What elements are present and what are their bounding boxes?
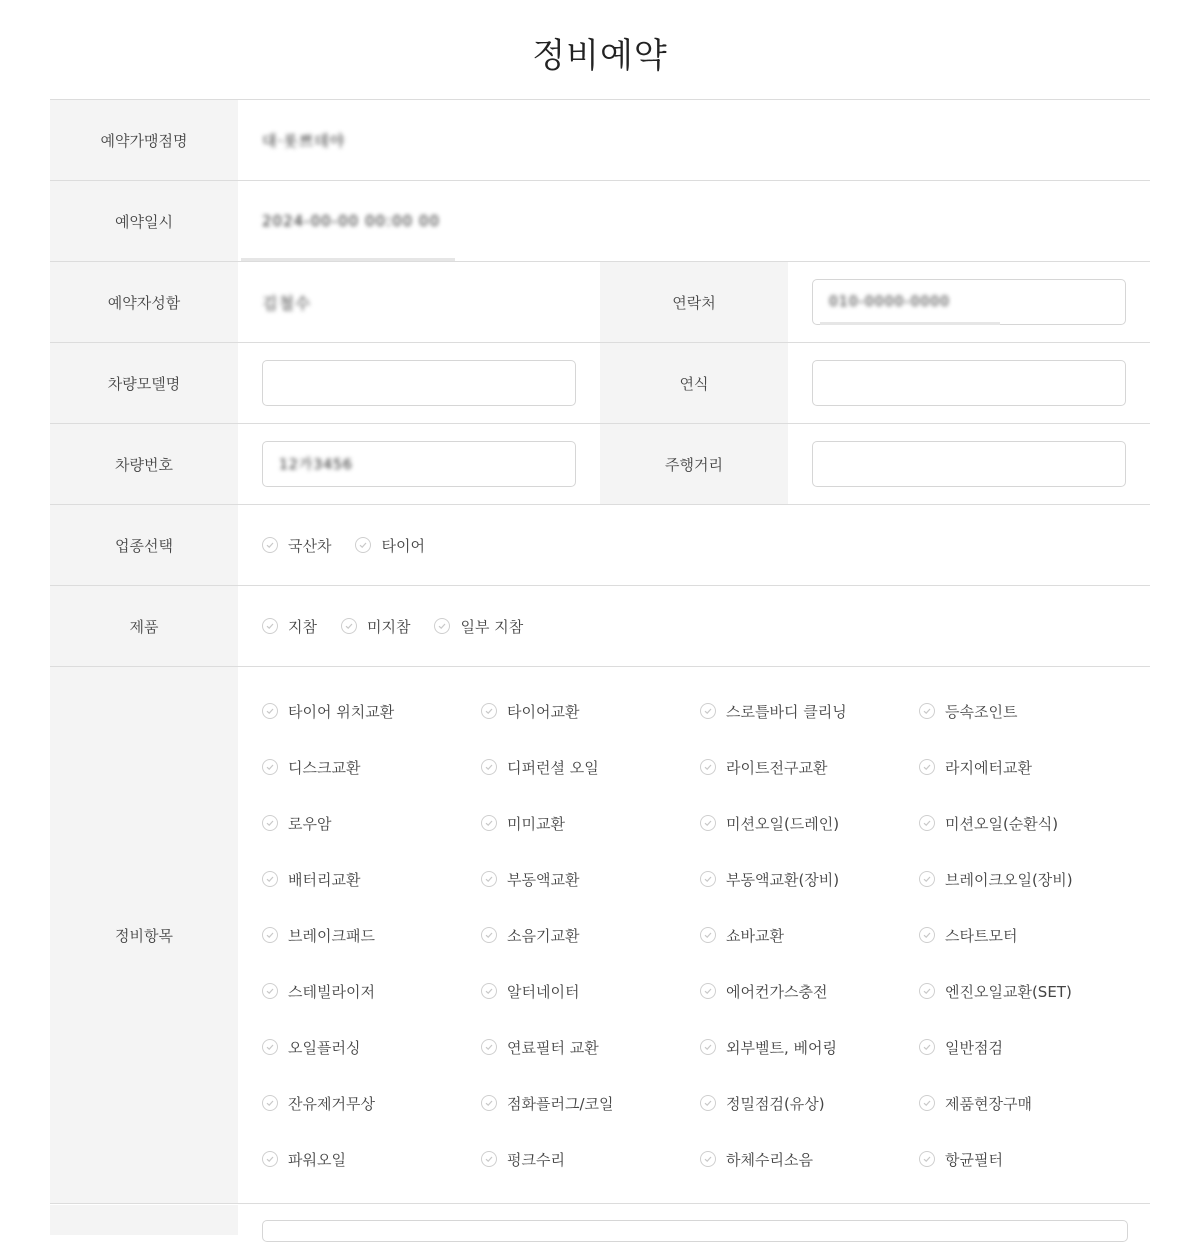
check-circle-icon[interactable]	[700, 871, 716, 887]
service-option-label: 브레이크오일(장비)	[945, 870, 1073, 889]
service-option[interactable]	[700, 1131, 919, 1187]
service-option-label: 엔진오일교환(SET)	[945, 982, 1072, 1001]
model-label: 차량모델명	[50, 343, 238, 423]
mileage-label: 주행거리	[600, 424, 788, 504]
service-option-label: 디스크교환	[288, 758, 361, 777]
service-option-label: 점화플러그/코일	[507, 1094, 614, 1113]
row-business-type	[50, 505, 1150, 586]
check-circle-icon[interactable]	[919, 871, 935, 887]
product-option-label: 미지참	[366, 617, 411, 636]
service-option-label: 디퍼런셜 오일	[507, 758, 599, 777]
check-circle-icon[interactable]	[341, 618, 357, 634]
service-option[interactable]	[700, 683, 919, 739]
check-circle-icon[interactable]	[919, 759, 935, 775]
contact-input[interactable]	[812, 279, 1126, 325]
service-option-label: 하체수리소음	[726, 1150, 813, 1169]
business-type-option-label: 타이어	[381, 536, 425, 555]
service-option-label: 스로틀바디 클리닝	[726, 702, 847, 721]
service-option[interactable]	[919, 907, 1138, 963]
product-options	[238, 586, 1150, 666]
check-circle-icon[interactable]	[700, 759, 716, 775]
service-option-label: 파워오일	[288, 1150, 346, 1169]
reservation-form	[50, 99, 1150, 1204]
service-option[interactable]	[481, 963, 700, 1019]
service-option[interactable]	[262, 963, 481, 1019]
service-option-label: 라지에터교환	[945, 758, 1032, 777]
services-grid	[238, 667, 1150, 1203]
service-option-label: 브레이크패드	[288, 926, 375, 945]
service-option-label: 제품현장구매	[945, 1094, 1032, 1113]
service-option-label: 스타트모터	[945, 926, 1018, 945]
service-option-label: 알터네이터	[507, 982, 580, 1001]
business-type-option[interactable]	[355, 535, 424, 556]
check-circle-icon[interactable]	[262, 703, 278, 719]
service-option[interactable]	[919, 963, 1138, 1019]
check-circle-icon[interactable]	[481, 871, 497, 887]
service-option[interactable]	[700, 851, 919, 907]
check-circle-icon[interactable]	[700, 703, 716, 719]
service-option-label: 정밀점검(유상)	[726, 1094, 825, 1113]
service-option[interactable]	[919, 851, 1138, 907]
service-option[interactable]	[262, 739, 481, 795]
services-label: 정비항목	[50, 667, 238, 1203]
check-circle-icon[interactable]	[481, 983, 497, 999]
service-option-label: 부동액교환(장비)	[726, 870, 840, 889]
service-option[interactable]	[481, 907, 700, 963]
check-circle-icon[interactable]	[919, 1095, 935, 1111]
datetime-underline	[241, 258, 455, 261]
service-option[interactable]	[700, 1075, 919, 1131]
shop-value: 대·롯쁘데야	[262, 131, 346, 150]
model-input[interactable]	[262, 360, 576, 406]
check-circle-icon[interactable]	[262, 759, 278, 775]
service-option[interactable]	[919, 1019, 1138, 1075]
check-circle-icon[interactable]	[262, 927, 278, 943]
check-circle-icon[interactable]	[262, 1151, 278, 1167]
service-option[interactable]	[262, 907, 481, 963]
shop-label: 예약가맹점명	[50, 100, 238, 180]
business-type-options	[238, 505, 1150, 585]
mileage-input[interactable]	[812, 441, 1126, 487]
check-circle-icon[interactable]	[481, 1095, 497, 1111]
next-input[interactable]	[262, 1220, 1128, 1242]
service-option[interactable]	[700, 1019, 919, 1075]
check-circle-icon[interactable]	[700, 1151, 716, 1167]
check-circle-icon[interactable]	[919, 1039, 935, 1055]
service-option[interactable]	[262, 683, 481, 739]
service-option[interactable]	[262, 1075, 481, 1131]
check-circle-icon[interactable]	[700, 983, 716, 999]
check-circle-icon[interactable]	[919, 927, 935, 943]
business-type-option[interactable]	[262, 535, 331, 556]
check-circle-icon[interactable]	[262, 1095, 278, 1111]
datetime-value[interactable]: 2024-00-00 00:00 00	[262, 212, 441, 230]
service-option-label: 잔유제거무상	[288, 1094, 375, 1113]
row-services	[50, 667, 1150, 1204]
service-option[interactable]	[919, 1131, 1138, 1187]
service-option[interactable]	[700, 795, 919, 851]
business-type-option-label: 국산차	[288, 536, 332, 555]
service-option-label: 미미교환	[507, 814, 565, 833]
business-type-label: 업종선택	[50, 505, 238, 585]
service-option[interactable]	[262, 1019, 481, 1075]
service-option-label: 외부벨트, 베어링	[726, 1038, 837, 1057]
check-circle-icon[interactable]	[262, 815, 278, 831]
service-option[interactable]	[481, 739, 700, 795]
service-option-label: 쇼바교환	[726, 926, 784, 945]
year-label: 연식	[600, 343, 788, 423]
plate-label: 차량번호	[50, 424, 238, 504]
check-circle-icon[interactable]	[434, 618, 450, 634]
service-option-label: 스테빌라이저	[288, 982, 375, 1001]
service-option[interactable]	[700, 739, 919, 795]
check-circle-icon[interactable]	[481, 1151, 497, 1167]
row-product	[50, 586, 1150, 667]
service-option[interactable]	[919, 795, 1138, 851]
service-option[interactable]	[481, 795, 700, 851]
next-label	[50, 1205, 238, 1235]
service-option-label: 미션오일(드레인)	[726, 814, 840, 833]
service-option-label: 펑크수리	[507, 1150, 565, 1169]
service-option[interactable]	[919, 683, 1138, 739]
contact-underline	[820, 322, 1000, 325]
check-circle-icon[interactable]	[919, 815, 935, 831]
check-circle-icon[interactable]	[481, 815, 497, 831]
check-circle-icon[interactable]	[919, 983, 935, 999]
row-name-contact	[50, 262, 1150, 343]
service-option-label: 부동액교환	[507, 870, 580, 889]
check-circle-icon[interactable]	[262, 1039, 278, 1055]
plate-value: 12가3456	[279, 457, 353, 473]
service-option-label: 미션오일(순환식)	[945, 814, 1059, 833]
product-label: 제품	[50, 586, 238, 666]
check-circle-icon[interactable]	[262, 618, 278, 634]
row-model-year	[50, 343, 1150, 424]
name-label: 예약자성함	[50, 262, 238, 342]
check-circle-icon[interactable]	[700, 815, 716, 831]
service-option[interactable]	[262, 851, 481, 907]
service-option-label: 항균필터	[945, 1150, 1003, 1169]
service-option-label: 일반점검	[945, 1038, 1003, 1057]
product-option[interactable]	[434, 616, 523, 637]
check-circle-icon[interactable]	[919, 1151, 935, 1167]
service-option[interactable]	[919, 739, 1138, 795]
service-option-label: 등속조인트	[945, 702, 1018, 721]
service-option-label: 연료필터 교환	[507, 1038, 599, 1057]
service-option-label: 오일플러싱	[288, 1038, 361, 1057]
product-option-label: 지참	[288, 617, 317, 636]
service-option[interactable]	[700, 963, 919, 1019]
service-option-label: 타이어 위치교환	[288, 702, 395, 721]
contact-label: 연락처	[600, 262, 788, 342]
service-option-label: 소음기교환	[507, 926, 580, 945]
service-option-label: 로우암	[288, 814, 332, 833]
contact-value: 010-0000-0000	[829, 294, 951, 310]
service-option[interactable]	[481, 683, 700, 739]
datetime-label: 예약일시	[50, 181, 238, 261]
service-option-label: 라이트전구교환	[726, 758, 828, 777]
service-option-label: 배터리교환	[288, 870, 361, 889]
page-title: 정비예약	[532, 36, 668, 76]
row-datetime	[50, 181, 1150, 262]
name-value: 김철수	[262, 293, 312, 313]
service-option[interactable]	[481, 1131, 700, 1187]
plate-input[interactable]	[262, 441, 576, 487]
year-input[interactable]	[812, 360, 1126, 406]
check-circle-icon[interactable]	[262, 983, 278, 999]
product-option[interactable]	[262, 616, 317, 637]
check-circle-icon[interactable]	[481, 703, 497, 719]
check-circle-icon[interactable]	[700, 1039, 716, 1055]
service-option[interactable]	[481, 1019, 700, 1075]
service-option[interactable]	[262, 1131, 481, 1187]
service-option[interactable]	[481, 1075, 700, 1131]
row-plate-mileage	[50, 424, 1150, 505]
service-option[interactable]	[700, 907, 919, 963]
check-circle-icon[interactable]	[355, 537, 371, 553]
row-shop	[50, 100, 1150, 181]
service-option[interactable]	[481, 851, 700, 907]
check-circle-icon[interactable]	[481, 1039, 497, 1055]
service-option[interactable]	[919, 1075, 1138, 1131]
check-circle-icon[interactable]	[700, 927, 716, 943]
check-circle-icon[interactable]	[481, 759, 497, 775]
check-circle-icon[interactable]	[481, 927, 497, 943]
check-circle-icon[interactable]	[262, 537, 278, 553]
check-circle-icon[interactable]	[262, 871, 278, 887]
check-circle-icon[interactable]	[919, 703, 935, 719]
product-option-label: 일부 지참	[460, 617, 524, 636]
check-circle-icon[interactable]	[700, 1095, 716, 1111]
service-option-label: 타이어교환	[507, 702, 580, 721]
service-option-label: 에어컨가스충전	[726, 982, 828, 1001]
service-option[interactable]	[262, 795, 481, 851]
product-option[interactable]	[341, 616, 410, 637]
